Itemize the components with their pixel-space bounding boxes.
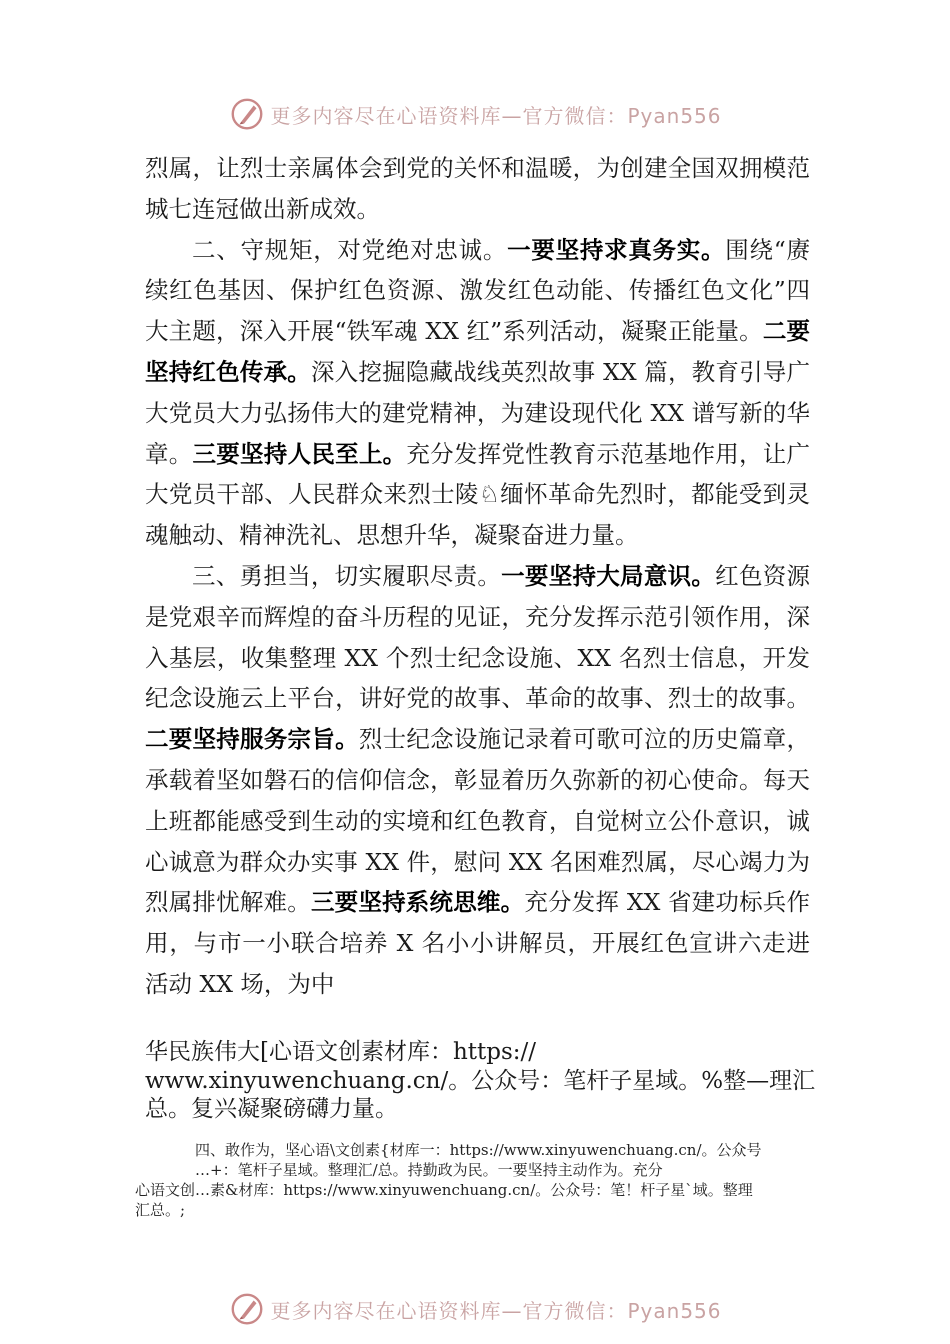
section-2-heading: 二、守规矩，对党绝对忠诚。 (192, 235, 508, 264)
pen-logo-icon (228, 1290, 266, 1328)
section-3-point-3: 三要坚持系统思维。 (310, 888, 525, 917)
section-2-point-3: 三要坚持人民至上。 (192, 439, 407, 468)
section-2-point-2: 二要坚持红色传承。 (145, 317, 810, 386)
document-body (145, 148, 810, 1005)
watermark-injected-text: 华民族伟大[心语文创素材库：https:// www.xinyuwenchuang.cn/。公众号：笔杆子星域。%整—理汇 总。复兴凝聚磅礴力量。 (145, 1039, 816, 1122)
section-3-point-1: 一要坚持大局意识。 (501, 561, 716, 590)
small-footnote-text: 四、敢作为，坚心语\文创素{材库一：https://www.xinyuwenchuang.cn/。公众号 …+：笔杆子星域。整理汇/总。持勤政为民。一要坚持主动作为。充分 心语文创…素&材库：https://www.xinyuwenchuang.cn/。公众号：笔！杆子星`域。整理 汇总。; (135, 1141, 762, 1219)
header-watermark (0, 94, 950, 134)
section-2-point-1: 一要坚持求真务实。 (507, 235, 726, 264)
section-2-paragraph: 二、守规矩，对党绝对忠诚。一要坚持求真务实。围绕“赓续红色基因、保护红色资源、激发红色动能、传播红色文化”四大主题，深入开展“铁军魂 XX 红”系列活动，凝聚正能量。二要坚持红色传承。深入挖掘隐藏战线英烈故事 XX 篇，教育引导广大党员大力弘扬伟大的建党精神，为建设现代化 XX 谱写新的华章。三要坚持人民至上。充分发挥党性教育示范基地作用，让广大党员干部、人民群众来烈士陵♘缅怀革命先烈时，都能受到灵魂触动、精神洗礼、思想升华，凝聚奋进力量。 (145, 235, 811, 550)
pen-logo-icon (228, 95, 266, 133)
section-3-heading: 三、勇担当，切实履职尽责。 (192, 561, 502, 590)
footer-watermark (0, 1289, 950, 1329)
section-3-paragraph: 三、勇担当，切实履职尽责。一要坚持大局意识。红色资源是党艰辛而辉煌的奋斗历程的见证，充分发挥示范引领作用，深入基层，收集整理 XX 个烈士纪念设施、XX 名烈士信息，开发纪念设施云上平台，讲好党的故事、革命的故事、烈士的故事。二要坚持服务宗旨。烈士纪念设施记录着可歌可泣的历史篇章，承载着坚如磐石的信仰信念，彰显着历久弥新的初心使命。每天上班都能感受到生动的实境和红色教育，自觉树立公仆意识，诚心诚意为群众办实事 XX 件，慰问 XX 名困难烈属，尽心竭力为烈属排忧解难。三要坚持系统思维。充分发挥 XX 省建功标兵作用，与市一小联合培养 X 名小小讲解员，开展红色宣讲六走进活动 XX 场，为中 (145, 561, 811, 998)
intro-paragraph: 烈属，让烈士亲属体会到党的关怀和温暖，为创建全国双拥模范城七连冠做出新成效。 (145, 154, 810, 223)
banner-text: 更多内容尽在心语资料库—官方微信：Pyan556 (270, 103, 722, 128)
banner-text: 更多内容尽在心语资料库—官方微信：Pyan556 (270, 1298, 722, 1323)
section-3-point-2: 二要坚持服务宗旨。 (145, 725, 359, 754)
